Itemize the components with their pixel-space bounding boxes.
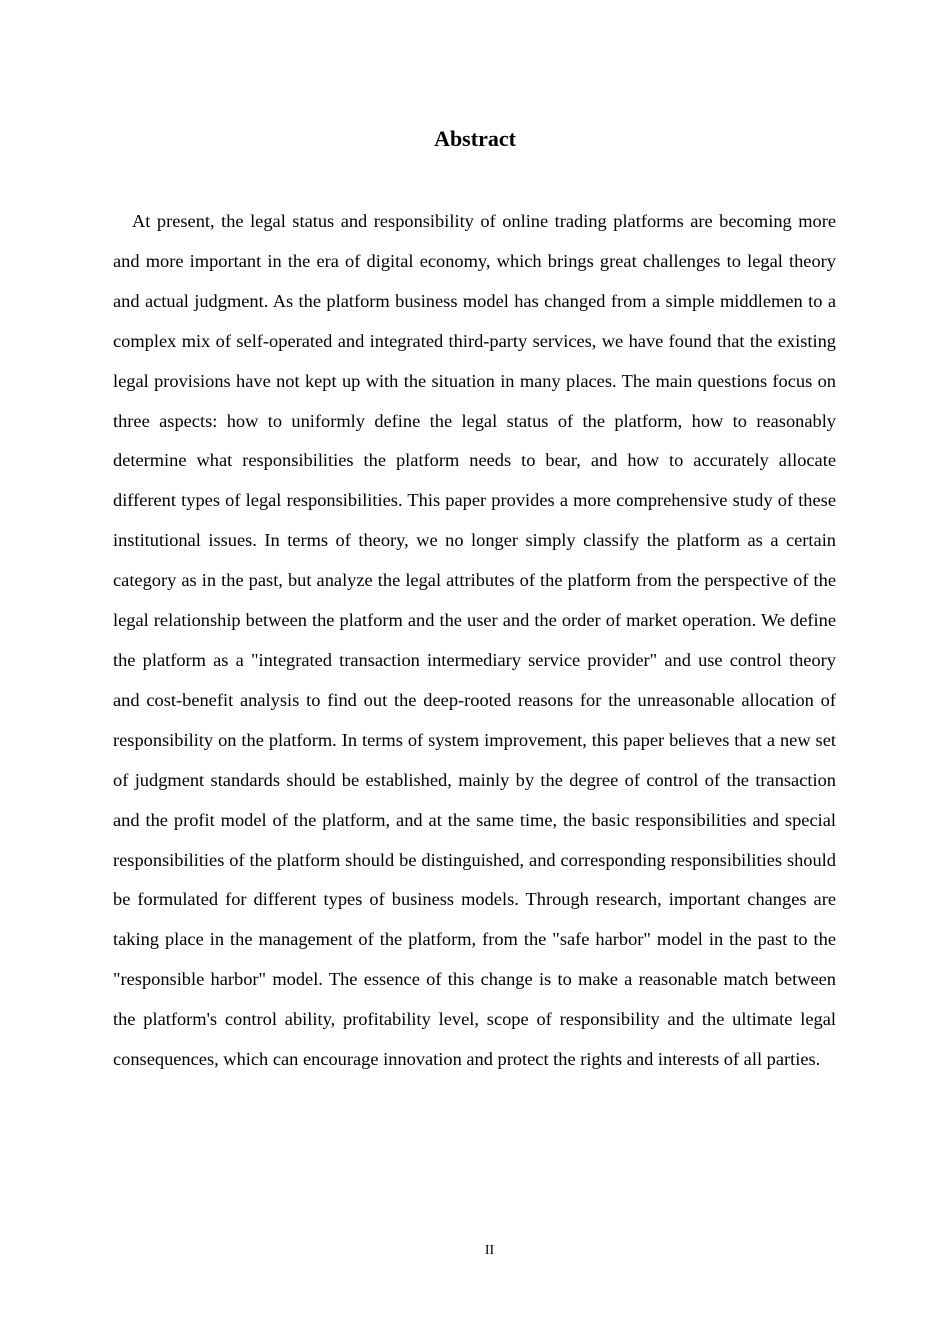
abstract-paragraph: At present, the legal status and responsibility of online trading platforms are becoming more and more important in the era of digital economy, which brings great challenges to legal theory and actual judgment. As the platform business model has changed from a simple middlemen to a complex mix of self-operated and integrated third-party services, we have found that the existing legal provisions have not kept up with the situation in many places. The main questions focus on three aspects: how to uniformly define the legal status of the platform, how to reasonably determine what responsibilities the platform needs to bear, and how to accurately allocate different types of legal responsibilities. This paper provides a more comprehensive study of these institutional issues. In terms of theory, we no longer simply classify the platform as a certain category as in the past, but analyze the legal attributes of the platform from the perspective of the legal relationship between the platform and the user and the order of market operation. We define the platform as a "integrated transaction intermediary service provider" and use control theory and cost-benefit analysis to find out the deep-rooted reasons for the unreasonable allocation of responsibility on the platform. In terms of system improvement, this paper believes that a new set of judgment standards should be established, mainly by the degree of control of the transaction and the profit model of the platform, and at the same time, the basic responsibilities and special responsibilities of the platform should be distinguished, and corresponding responsibilities should be formulated for different types of business models. Through research, important changes are taking place in the management of the platform, from the "safe harbor" model in the past to the "responsible harbor" model. The essence of this change is to make a reasonable match between the platform's control ability, profitability level, scope of responsibility and the ultimate legal consequences, which can encourage innovation and protect the rights and interests of all parties. [113, 211, 836, 1070]
abstract-title: Abstract [434, 126, 516, 151]
page-number: II [484, 1243, 495, 1258]
